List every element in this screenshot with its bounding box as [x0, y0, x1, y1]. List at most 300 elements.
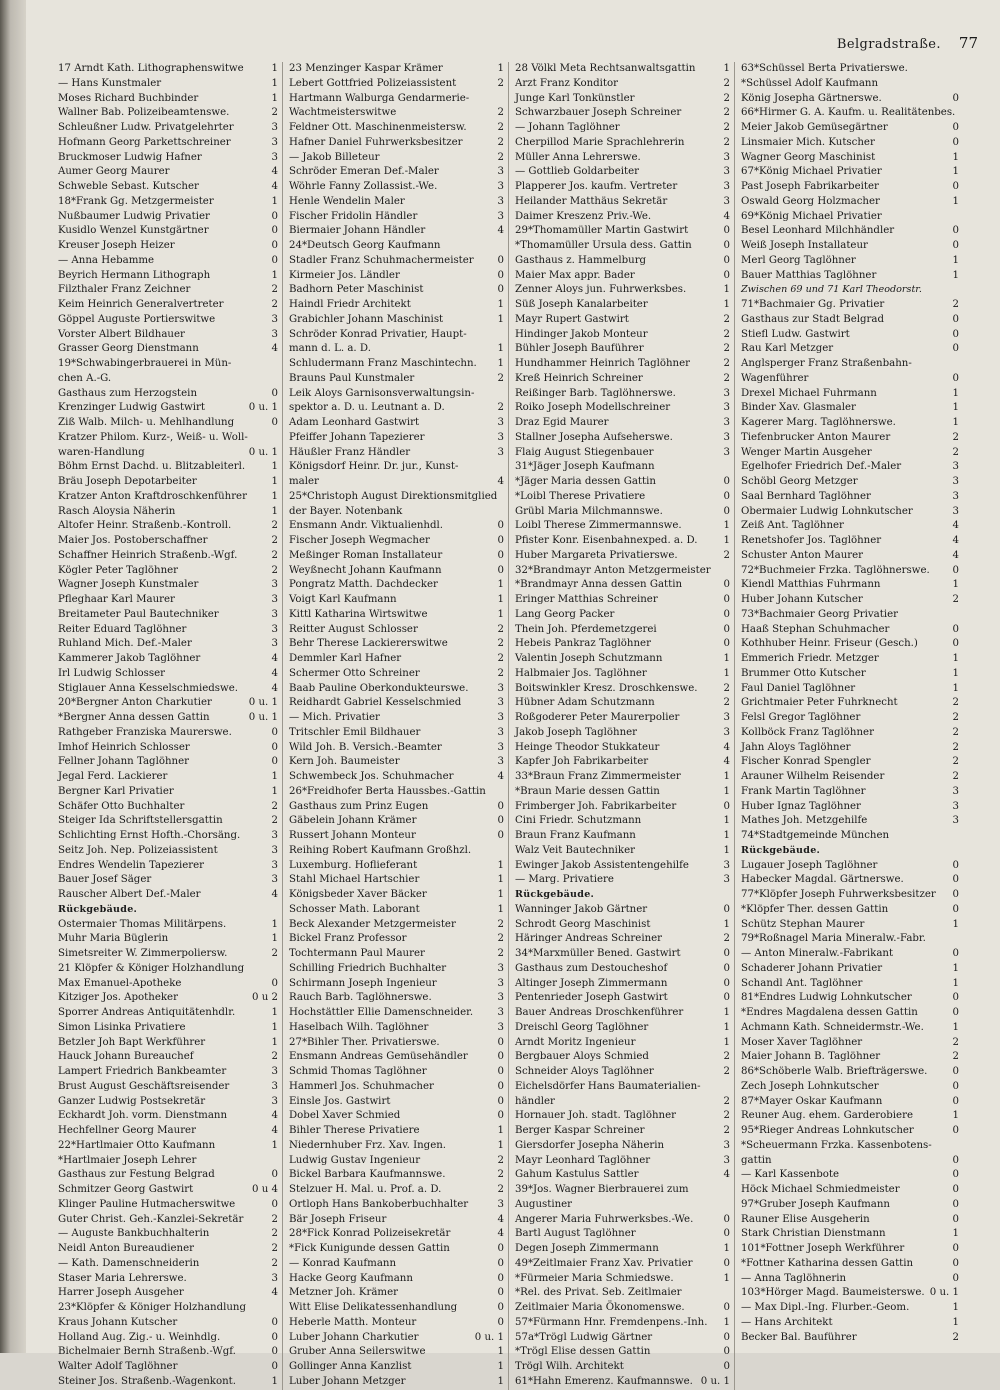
directory-entry [289, 947, 504, 962]
floor-number: 1 [497, 1361, 504, 1372]
floor-number: 2 [497, 372, 504, 384]
directory-entry [289, 1065, 504, 1080]
entry-text: Brauns Paul Kunstmaler [289, 372, 415, 384]
entry-text: Hartmann Walburga Gendarmerie- [289, 92, 470, 104]
entry-text: Rückgebäude. [741, 844, 821, 856]
entry-text: *Endres Magdalena dessen Gattin [741, 1007, 918, 1018]
directory-entry [58, 814, 278, 829]
directory-entry [515, 682, 730, 697]
directory-entry [289, 136, 504, 151]
entry-text: Einsle Jos. Gastwirt [289, 1095, 391, 1107]
floor-number: 0 u. 1 [248, 697, 278, 709]
entry-text: Trögl Wilh. Architekt [515, 1361, 624, 1372]
floor-number: 1 [271, 1375, 278, 1387]
directory-entry [741, 1080, 959, 1095]
directory-entry [58, 918, 278, 933]
entry-text: Schandl Ant. Taglöhner [741, 977, 863, 989]
directory-entry [58, 1080, 278, 1095]
directory-entry [58, 844, 278, 859]
floor-number: 1 [952, 667, 959, 679]
floor-number: 1 [497, 579, 504, 591]
entry-text: Pfleghaar Karl Maurer [58, 594, 175, 605]
floor-number: 1 [271, 77, 278, 89]
floor-number: 0 [497, 1080, 504, 1092]
entry-text: Kagerer Marg. Taglöhnerswe. [741, 417, 896, 428]
directory-entry [515, 844, 730, 859]
entry-text: Kraus Johann Kutscher [58, 1316, 178, 1328]
floor-number: 4 [271, 1287, 278, 1299]
entry-text: Thein Joh. Pferdemetzgerei [515, 623, 657, 635]
entry-text: Reiter Eduard Taglöhner [58, 623, 187, 635]
entry-text: Pfeiffer Johann Tapezierer [289, 431, 425, 443]
entry-text: — Marg. Privatiere [515, 874, 614, 886]
floor-number: 0 [723, 269, 730, 281]
floor-number: 2 [497, 667, 504, 679]
entry-text: *Schüssel Adolf Kaufmann [741, 77, 879, 89]
floor-number: 3 [497, 992, 504, 1004]
entry-text: *Fottner Katharina dessen Gattin [741, 1257, 914, 1269]
directory-entry [515, 210, 730, 225]
entry-text: Eringer Matthias Schreiner [515, 594, 658, 605]
entry-text: 29*Thomamüller Martin Gastwirt [515, 225, 689, 237]
floor-number: 0 [952, 136, 959, 148]
entry-text: Wild Joh. B. Versich.-Beamter [289, 741, 442, 753]
floor-number: 0 [497, 800, 504, 812]
directory-entry [515, 829, 730, 844]
directory-entry [289, 770, 504, 785]
floor-number: 0 [952, 1169, 959, 1181]
floor-number: 2 [723, 1051, 730, 1063]
entry-text: Henle Wendelin Maler [289, 195, 405, 207]
entry-text: Filzthaler Franz Zeichner [58, 284, 191, 296]
entry-text: Gollinger Anna Kanzlist [289, 1361, 412, 1372]
floor-number: 1 [723, 284, 730, 296]
entry-text: 66*Hirmer G. A. Kaufm. u. Realitätenbes. [741, 107, 956, 119]
entry-text: 81*Endres Ludwig Lohnkutscher [741, 992, 912, 1004]
entry-text: Schöbl Georg Metzger [741, 476, 858, 487]
entry-text: Plapperer Jos. kaufm. Vertreter [515, 181, 678, 192]
directory-entry [289, 1050, 504, 1065]
directory-entry [515, 446, 730, 461]
entry-text: 86*Schöberle Walb. Briefträgerswe. [741, 1066, 928, 1077]
floor-number: 3 [723, 1139, 730, 1151]
directory-entry [741, 519, 959, 534]
entry-text: Hochstättler Ellie Damenschneider. [289, 1007, 474, 1018]
directory-entry [58, 446, 278, 461]
entry-text: Heilander Matthäus Sekretär [515, 195, 668, 207]
directory-entry [515, 106, 730, 121]
floor-number: 0 [723, 1213, 730, 1225]
floor-number: 1 [952, 151, 959, 163]
directory-entry [741, 239, 959, 254]
directory-entry [741, 888, 959, 903]
entry-text: Frimberger Joh. Fabrikarbeiter [515, 800, 677, 812]
floor-number: 2 [723, 122, 730, 133]
directory-entry [289, 416, 504, 431]
entry-text: Wanninger Jakob Gärtner [515, 903, 648, 915]
directory-entry [289, 490, 504, 505]
entry-text: Tochtermann Paul Maurer [289, 948, 425, 959]
directory-entry [58, 165, 278, 180]
directory-entry [741, 1213, 959, 1228]
directory-entry [58, 1065, 278, 1080]
directory-entry [515, 431, 730, 446]
directory-entry [58, 490, 278, 505]
directory-entry [58, 1375, 278, 1390]
entry-text: Gasthaus zum Herzogstein [58, 387, 197, 399]
entry-text: — Konrad Kaufmann [289, 1257, 397, 1269]
floor-number: 0 [952, 372, 959, 384]
directory-entry [515, 977, 730, 992]
entry-text: Gruber Anna Seilerswitwe [289, 1346, 426, 1358]
directory-entry [58, 121, 278, 136]
directory-entry [289, 667, 504, 682]
directory-entry [515, 903, 730, 918]
directory-entry [515, 667, 730, 682]
page-header [60, 34, 978, 56]
entry-text: *Fick Kunigunde dessen Gattin [289, 1243, 450, 1254]
floor-number: 1 [723, 535, 730, 546]
directory-entry [741, 1006, 959, 1021]
floor-number: 0 [497, 254, 504, 266]
entry-text: Reißinger Barb. Taglöhnerswe. [515, 387, 676, 399]
directory-entry [289, 505, 504, 520]
directory-entry [741, 800, 959, 815]
floor-number: 0 [952, 1080, 959, 1092]
floor-number: 2 [952, 771, 959, 782]
entry-text: Emmerich Friedr. Metzger [741, 653, 879, 664]
floor-number: 2 [497, 402, 504, 414]
floor-number: 1 [952, 269, 959, 281]
floor-number: 0 [497, 1036, 504, 1048]
floor-number: 0 [952, 859, 959, 871]
entry-text: Flaig August Stiegenbauer [515, 446, 654, 458]
floor-number: 3 [271, 313, 278, 325]
entry-text: 33*Braun Franz Zimmermeister [515, 771, 681, 782]
floor-number: 1 [271, 1139, 278, 1151]
floor-number: 1 [497, 608, 504, 620]
floor-number: 2 [723, 343, 730, 355]
floor-number: 3 [497, 756, 504, 768]
floor-number: 3 [497, 195, 504, 207]
floor-number: 1 [723, 667, 730, 679]
entry-text: Renetshofer Jos. Taglöhner [741, 535, 882, 546]
floor-number: 0 [952, 1007, 959, 1018]
directory-entry [741, 1183, 959, 1198]
directory-entry [289, 962, 504, 977]
directory-entry [515, 991, 730, 1006]
directory-entry [515, 328, 730, 343]
directory-entry [289, 1139, 504, 1154]
entry-text: Drexel Michael Fuhrmann [741, 387, 877, 399]
floor-number: 0 [723, 1257, 730, 1269]
entry-text: Bauer Andreas Droschkenführer [515, 1007, 684, 1018]
directory-entry [515, 623, 730, 638]
directory-entry [741, 151, 959, 166]
entry-text: Reuner Aug. ehem. Garderobiere [741, 1110, 913, 1122]
entry-text: Bräu Joseph Depotarbeiter [58, 476, 197, 487]
directory-entry [58, 416, 278, 431]
floor-number: 4 [271, 181, 278, 192]
entry-text: Besel Leonhard Milchhändler [741, 225, 895, 237]
floor-number: 0 [723, 800, 730, 812]
floor-number: 3 [723, 712, 730, 723]
entry-text: Rau Karl Metzger [741, 343, 834, 355]
directory-entry [58, 210, 278, 225]
entry-text: Pentenrieder Joseph Gastwirt [515, 992, 668, 1004]
entry-text: Böhm Ernst Dachd. u. Blitzableiterl. [58, 461, 246, 473]
directory-entry [515, 62, 730, 77]
floor-number: 3 [271, 151, 278, 163]
floor-number: 1 [952, 387, 959, 399]
entry-text: 19*Schwabingerbrauerei in Mün- [58, 358, 232, 369]
floor-number: 1 [497, 1139, 504, 1151]
entry-text: Halbmaier Jos. Taglöhner [515, 667, 647, 679]
floor-number: 2 [723, 92, 730, 104]
directory-entry [515, 357, 730, 372]
entry-text: Hechfellner Georg Maurer [58, 1125, 196, 1136]
entry-text: Bickel Franz Professor [289, 933, 407, 945]
floor-number: 0 [952, 1125, 959, 1136]
floor-number: 4 [723, 210, 730, 222]
directory-entry [289, 1331, 504, 1346]
entry-text: Schrodt Georg Maschinist [515, 918, 651, 930]
entry-text: — Gottlieb Goldarbeiter [515, 166, 639, 178]
directory-entry [515, 932, 730, 947]
floor-number: 3 [271, 638, 278, 650]
floor-number: 1 [723, 63, 730, 74]
directory-entry [515, 1242, 730, 1257]
directory-entry [515, 859, 730, 874]
directory-entry [58, 1213, 278, 1228]
floor-number: 3 [952, 476, 959, 487]
floor-number: 3 [723, 1154, 730, 1166]
directory-entry [515, 283, 730, 298]
entry-text: Schröder Emeran Def.-Maler [289, 166, 439, 178]
directory-entry [289, 180, 504, 195]
entry-text: Altofer Heinr. Straßenb.-Kontroll. [58, 520, 232, 532]
directory-entry [289, 1021, 504, 1036]
directory-entry [515, 1050, 730, 1065]
adjacent-page-edge [0, 0, 26, 1353]
directory-entry [58, 888, 278, 903]
directory-entry [289, 106, 504, 121]
directory-entry [515, 593, 730, 608]
floor-number: 3 [723, 446, 730, 458]
directory-entry [515, 490, 730, 505]
entry-text: Angerer Maria Fuhrwerksbes.-We. [515, 1213, 694, 1225]
entry-text: Walz Veit Bautechniker [515, 844, 635, 856]
cross-street-note [741, 283, 959, 298]
entry-text: gattin [741, 1154, 772, 1166]
entry-text: Giersdorfer Josepha Näherin [515, 1139, 665, 1151]
entry-text: Biermaier Johann Händler [289, 225, 426, 237]
directory-entry [741, 401, 959, 416]
floor-number: 3 [271, 874, 278, 886]
floor-number [958, 106, 960, 121]
floor-number [957, 283, 959, 298]
entry-text: Endres Wendelin Tapezierer [58, 859, 205, 871]
directory-entry [741, 416, 959, 431]
floor-number: 1 [497, 1375, 504, 1387]
floor-number: 0 [952, 903, 959, 915]
directory-entry [515, 519, 730, 534]
floor-number: 1 [952, 402, 959, 414]
floor-number: 0 [497, 830, 504, 841]
entry-text: Behr Therese Lackiererswitwe [289, 638, 448, 650]
entry-text: 77*Klöpfer Joseph Fuhrwerksbesitzer [741, 889, 936, 900]
directory-entry [58, 313, 278, 328]
directory-entry [58, 549, 278, 564]
entry-text: Hornauer Joh. stadt. Taglöhner [515, 1110, 676, 1122]
directory-entry [515, 1257, 730, 1272]
directory-entry [741, 814, 959, 829]
floor-number: 0 [723, 579, 730, 591]
entry-text: Weiß Joseph Installateur [741, 240, 868, 251]
floor-number: 3 [723, 181, 730, 192]
directory-entry [515, 475, 730, 490]
directory-entry [515, 549, 730, 564]
entry-text: Schludermann Franz Maschintechn. [289, 358, 477, 369]
floor-number: 4 [723, 741, 730, 753]
floor-number: 4 [271, 653, 278, 664]
floor-number: 3 [271, 830, 278, 841]
floor-number: 1 [497, 358, 504, 369]
entry-text: 79*Roßnagel Maria Mineralw.-Fabr. [741, 933, 926, 945]
entry-text: *Brandmayr Anna dessen Gattin [515, 579, 683, 591]
floor-number: 0 [952, 874, 959, 886]
floor-number: 1 [271, 461, 278, 473]
floor-number: 2 [497, 1184, 504, 1195]
floor-number: 3 [497, 712, 504, 723]
directory-entry [289, 401, 504, 416]
entry-text: Wagner Georg Maschinist [741, 151, 876, 163]
entry-text: Maier Max appr. Bader [515, 269, 635, 281]
floor-number: 0 [497, 520, 504, 532]
entry-text: Kapfer Joh Fabrikarbeiter [515, 756, 649, 768]
entry-text: Krenzinger Ludwig Gastwirt [58, 402, 205, 414]
floor-number: 3 [952, 505, 959, 517]
floor-number: 2 [497, 151, 504, 163]
directory-entry [58, 195, 278, 210]
entry-text: Ewinger Jakob Assistentengehilfe [515, 859, 689, 871]
entry-text: 25*Christoph August Direktionsmitglied [289, 490, 498, 502]
floor-number: 3 [497, 741, 504, 753]
floor-number: 1 [952, 254, 959, 266]
floor-number: 3 [723, 859, 730, 871]
directory-entry [289, 859, 504, 874]
entry-text: Ortloph Hans Bankoberbuchhalter [289, 1198, 469, 1210]
floor-number: 2 [271, 1257, 278, 1269]
entry-text: Kögler Peter Taglöhner [58, 564, 179, 576]
directory-entry [289, 254, 504, 269]
directory-entry [515, 770, 730, 785]
entry-text: Oswald Georg Holzmacher [741, 195, 880, 207]
floor-number: 0 [723, 1346, 730, 1358]
entry-text: *Loibl Therese Privatiere [515, 490, 646, 502]
directory-entry [515, 342, 730, 357]
floor-number: 0 [723, 1302, 730, 1313]
floor-number: 1 [723, 815, 730, 827]
floor-number [728, 1183, 730, 1198]
entry-text: Kirmeier Jos. Ländler [289, 269, 400, 281]
floor-number: 0 [952, 225, 959, 237]
directory-entry [58, 475, 278, 490]
directory-entry [741, 682, 959, 697]
entry-text: Schmid Thomas Taglöhner [289, 1066, 427, 1077]
entry-text: — Jakob Billeteur [289, 151, 380, 163]
floor-number: 1 [497, 1125, 504, 1136]
directory-entry [515, 962, 730, 977]
directory-entry [58, 608, 278, 623]
directory-entry [515, 652, 730, 667]
street-heading: Belgradstraße. [836, 37, 941, 52]
floor-number: 1 [723, 299, 730, 310]
floor-number: 4 [723, 1169, 730, 1181]
directory-entry [741, 165, 959, 180]
entry-text: Keim Heinrich Generalvertreter [58, 299, 224, 310]
entry-text: Augustiner [515, 1198, 573, 1210]
entry-text: Loibl Therese Zimmermannswe. [515, 520, 682, 532]
entry-text: 87*Mayer Oskar Kaufmann [741, 1095, 883, 1107]
directory-entry [741, 711, 959, 726]
entry-text: Witt Elise Delikatessenhandlung [289, 1302, 458, 1313]
directory-entry [289, 726, 504, 741]
entry-text: Moser Xaver Taglöhner [741, 1036, 863, 1048]
directory-entry [289, 593, 504, 608]
entry-text: Feldner Ott. Maschinenmeistersw. [289, 122, 467, 133]
directory-entry [289, 1301, 504, 1316]
entry-text: Weyßnecht Johann Kaufmann [289, 564, 442, 576]
entry-text: Steiger Ida Schriftstellersgattin [58, 815, 223, 827]
floor-number: 3 [723, 387, 730, 399]
entry-text: Neidl Anton Bureaudiener [58, 1243, 195, 1254]
directory-entry [289, 298, 504, 313]
floor-number: 2 [271, 564, 278, 576]
floor-number: 0 [723, 490, 730, 502]
entry-text: Beck Alexander Metzgermeister [289, 918, 456, 930]
floor-number: 1 [952, 195, 959, 207]
floor-number: 4 [271, 1125, 278, 1136]
directory-entry [741, 1316, 959, 1331]
directory-entry [58, 623, 278, 638]
entry-text: Boitswinkler Kresz. Droschkenswe. [515, 682, 698, 694]
directory-entry [289, 903, 504, 918]
floor-number: 2 [271, 299, 278, 310]
directory-entry [741, 932, 959, 947]
floor-number: 0 [271, 1316, 278, 1328]
directory-entry [289, 77, 504, 92]
directory-entry [289, 844, 504, 859]
entry-text: Kittl Katharina Wirtswitwe [289, 608, 428, 620]
entry-text: 69*König Michael Privatier [741, 210, 882, 222]
floor-number [276, 1301, 278, 1316]
entry-text: Maier Jos. Postoberschaffner [58, 535, 208, 546]
floor-number: 2 [271, 1243, 278, 1254]
directory-entry [58, 637, 278, 652]
floor-number: 2 [723, 372, 730, 384]
floor-number: 3 [952, 461, 959, 473]
entry-text: Zech Joseph Lohnkutscher [741, 1080, 879, 1092]
floor-number: 0 [723, 1361, 730, 1372]
directory-entry [58, 947, 278, 962]
directory-entry [741, 564, 959, 579]
floor-number: 0 [952, 313, 959, 325]
floor-number: 1 [497, 874, 504, 886]
floor-number: 0 [271, 417, 278, 428]
directory-entry [289, 475, 504, 490]
entry-text: Grabichler Johann Maschinist [289, 313, 444, 325]
